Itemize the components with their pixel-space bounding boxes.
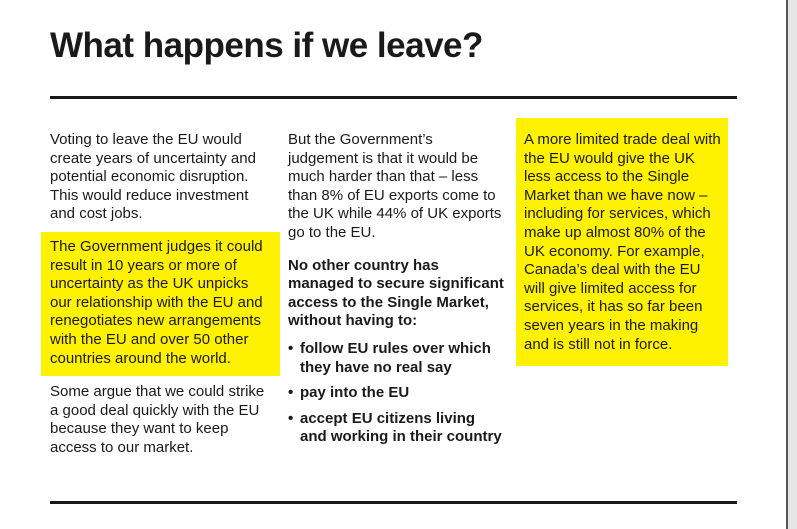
column-1-paragraph-2: Some argue that we could strike a good deal quickly with the EU because they want to keep access to our market. — [50, 383, 265, 456]
list-item-text: pay into the EU — [300, 384, 410, 402]
column-1-paragraph-1: Voting to leave the EU would create years of uncertainty and potential economic disruption. This would reduce investment and cost jobs. — [50, 131, 256, 223]
column-3-highlight-box: A more limited trade deal with the EU would give the UK less access to the Single Market than we have now – including for services, which make up almost 80% of the UK economy. For example, Canada’s deal with the EU will give limited access for services, it has so far been seven years in the making and is still not in force. — [516, 118, 728, 366]
page-title: What happens if we leave? — [50, 26, 483, 65]
list-item — [288, 384, 504, 403]
viewer-background — [788, 0, 797, 529]
bullet-icon: • — [288, 409, 294, 427]
column-2-paragraph-1: But the Government’s judgement is that it would be much harder than that – less than 8% of EU exports come to the UK while 44% of UK exports go to the EU. — [288, 131, 502, 241]
bullet-icon: • — [288, 339, 294, 357]
list-item-text: follow EU rules over which they have no real say — [300, 339, 491, 376]
column-1 — [50, 131, 265, 458]
top-rule — [50, 96, 737, 99]
column-3 — [516, 118, 728, 366]
column-2-bold-paragraph: No other country has managed to secure significant access to the Single Market, without having to: — [288, 256, 504, 330]
list-item — [288, 340, 504, 377]
list-item — [288, 410, 504, 447]
bottom-rule — [50, 501, 737, 504]
column-1-highlight-box: The Government judges it could result in 10 years or more of uncertainty as the UK unpicks our relationship with the EU and renegotiates new arrangements with the EU and over 50 other countries around the world. — [41, 232, 280, 376]
column-2 — [288, 131, 504, 454]
list-item-text: accept EU citizens living and working in their country — [300, 409, 502, 446]
conditions-list — [288, 340, 504, 447]
bullet-icon: • — [288, 384, 294, 402]
